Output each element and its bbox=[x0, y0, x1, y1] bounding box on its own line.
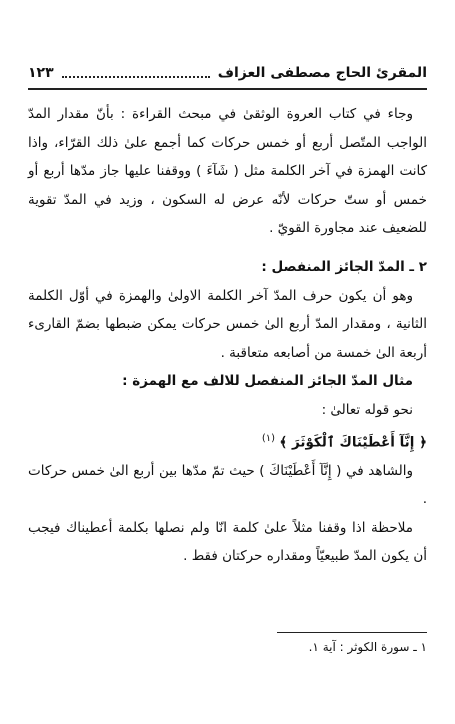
running-header bbox=[28, 60, 427, 86]
header-title: المقرئ الحاج مصطفى العزاف bbox=[217, 65, 427, 81]
page-body bbox=[28, 100, 427, 571]
quran-verse: ﴿ إِنَّآ أَعْطَيْنَاكَ ٱلْكَوْثَرَ ﴾ bbox=[279, 434, 427, 451]
witness-text: والشاهد في ( إِنَّآ أَعْطَيْنَاكَ ) حيث تمّ مدّها بين أربع الىٰ خمس حركات . bbox=[28, 462, 427, 508]
footnote-rule bbox=[277, 632, 427, 633]
note-text: ملاحظة اذا وقفنا مثلاً علىٰ كلمة انّا ولم نصلها بكلمة أعطيناك فيجب أن يكون المدّ طبيعيّاً ومقداره حركتان فقط . bbox=[28, 519, 427, 565]
section-text: وهو أن يكون حرف المدّ آخر الكلمة الاولىٰ والهمزة في أوّل الكلمة الثانية ، ومقدار المدّ أربع الىٰ خمس حركات يمكن ضبطها بضمّ القارىء أربعة الىٰ خمسة من أصابعه متعاقبة . bbox=[28, 287, 427, 361]
page-number: ١٢٣ bbox=[28, 65, 54, 81]
header-dot-leader bbox=[62, 68, 210, 78]
example-intro: نحو قوله تعالىٰ : bbox=[321, 401, 413, 418]
footnote: ١ ـ سورة الكوثر : آية ١. bbox=[308, 640, 427, 654]
header-rule bbox=[28, 88, 427, 90]
section-heading: ٢ ـ المدّ الجائز المنفصل : bbox=[261, 258, 427, 275]
verse-line bbox=[28, 425, 427, 457]
example-heading: مثال المدّ الجائز المنفصل للالف مع الهمزة : bbox=[122, 373, 413, 390]
footnote-marker: (١) bbox=[261, 432, 276, 444]
paragraph-intro: وجاء في كتاب العروة الوثقىٰ في مبحث القراءة : بأنّ مقدار المدّ الواجب المتّصل أربع أو خمس حركات كما أجمع علىٰ ذلك القرّاء، واذا كانت الهمزة في آخر الكلمة مثل ( شَآءَ ) ووقفنا عليها جاز مدّها أربع أو خمس أو ستّ حركات لأنّه عرض له السكون ، وزيد في المدّ تقوية للضعيف عند مجاورة القويّ . bbox=[28, 106, 427, 237]
